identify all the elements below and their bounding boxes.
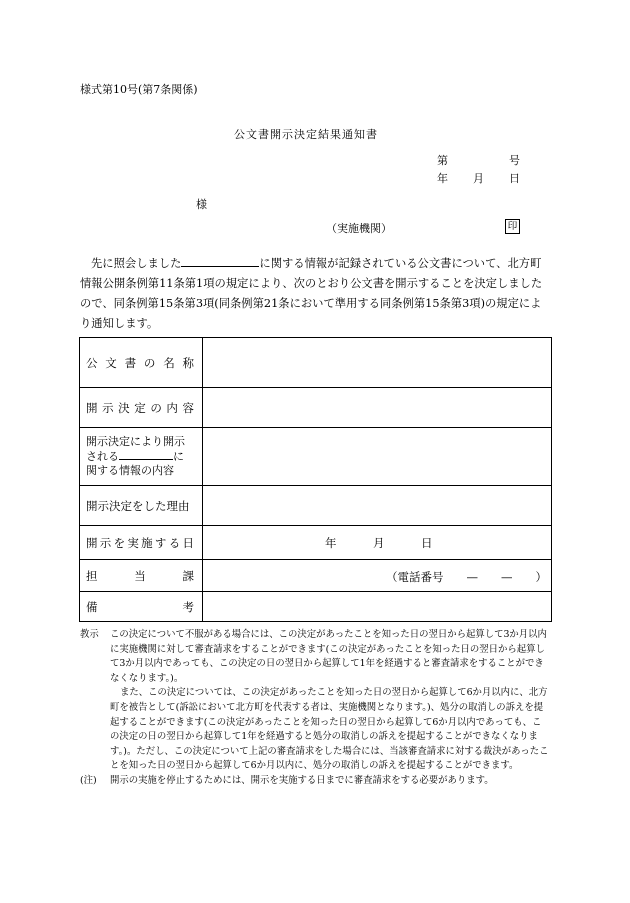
row1-label-char: 文 (105, 355, 117, 370)
value-department (203, 560, 552, 592)
form-id: 様式第10号(第7条関係) (80, 83, 198, 96)
value-document-name (203, 338, 552, 388)
row1-label-char: の (143, 355, 156, 370)
addressee-suffix: 様 (196, 198, 207, 211)
row-implementation-date (80, 526, 552, 560)
date-month: 月 (473, 172, 484, 185)
row2-label-char: 開 (86, 400, 98, 415)
note-text: 開示の実施を停止するためには、開示を実施する日までに審査請求をする必要があります。 (110, 774, 494, 786)
row5-label-char: 開 (86, 535, 98, 550)
row1-label-char: 名 (163, 355, 175, 370)
impl-month: 月 (373, 536, 385, 550)
impl-year: 年 (325, 536, 337, 550)
row2-label-char: の (150, 400, 162, 415)
phone-number-label: （電話番号 — — ） (386, 570, 547, 584)
row7-label-char: 考 (182, 599, 194, 614)
row-info-content (80, 428, 552, 486)
info-label-line2: される に (86, 450, 184, 463)
row-document-name (80, 338, 552, 388)
label-decision-reason (80, 486, 203, 526)
instruction-block (80, 628, 550, 774)
row2-label-char: 容 (182, 400, 194, 415)
label-info-content (80, 428, 203, 486)
number-go: 号 (509, 154, 520, 167)
info-label-line1: 開示決定により開示 (86, 435, 185, 448)
label-department (80, 560, 203, 592)
row5-label-char: 実 (127, 535, 139, 550)
info-blank (119, 449, 173, 460)
info-label-line3: 関する情報の内容 (86, 464, 174, 477)
row-remarks (80, 592, 552, 622)
note-label: (注) (80, 774, 97, 786)
row5-label-char: 施 (141, 535, 153, 550)
seal-mark: 印 (505, 219, 520, 234)
row6-label-char: 課 (182, 568, 194, 583)
instruction-p1: この決定について不服がある場合には、この決定があったことを知った日の翌日から起算して3か月以内に実施機関に対して審査請求をすることができます(この決定があったことを知った日の翌日から起算して3か月以内であっても、この決定の日の翌日から起算して1年を経過すると審査請求をすることができなくなります。)。 (110, 629, 547, 684)
date-day: 日 (509, 172, 520, 185)
row2-label-char: 内 (166, 400, 178, 415)
row1-label-char: 公 (86, 355, 98, 370)
row2-label-char: 示 (102, 400, 114, 415)
label-implementation-date (80, 526, 203, 560)
instruction-p2: また、この決定については、この決定があったことを知った日の翌日から起算して6か月以内に、北方町を被告として(訴訟において北方町を代表する者は、実施機関となります。)、処分の取消しの訴えを提起することができます(この決定があったことを知った日の翌日から起算して6か月以内であっても、この決定の日の翌日から起算して1年を経過すると処分の取消しの訴えを提起することができなくなります。)。ただし、この決定について上記の審査請求をした場合には、当該審査請求に対する裁決があったことを知った日の翌日から起算して6か月以内に、処分の取消しの訴えを提起することができます。 (110, 687, 549, 772)
impl-day: 日 (421, 536, 433, 550)
row-decision-reason (80, 486, 552, 526)
row2-label-char: 定 (134, 400, 146, 415)
row5-label-char: す (154, 535, 167, 550)
number-dai: 第 (437, 154, 448, 167)
row5-label-char: を (113, 535, 126, 550)
row2-label-char: 決 (118, 400, 130, 415)
row6-label-char: 担 (86, 568, 98, 583)
value-remarks (203, 592, 552, 622)
disclosure-table (79, 337, 552, 622)
subject-blank (181, 255, 259, 267)
date-year: 年 (437, 172, 448, 185)
label-document-name (80, 338, 203, 388)
instruction-label: 教示 (80, 629, 99, 640)
label-remarks (80, 592, 203, 622)
label-decision-content (80, 388, 203, 428)
body-part2: に関する情報が記録されている公文書について、北方町情報公開条例第11条第1項の規定により、次のとおり公文書を開示することを決定しましたので、同条例第15条第3項(同条例第21条において準用する同条例第15条第3項)の規定により通知します。 (80, 257, 543, 330)
row6-label-char: 当 (134, 568, 146, 583)
row7-label-char: 備 (86, 599, 98, 614)
row5-label-char: 日 (182, 535, 194, 550)
agency-label: （実施機関） (326, 222, 392, 235)
row-decision-content (80, 388, 552, 428)
document-title: 公文書開示決定結果通知書 (234, 128, 378, 141)
value-implementation-date (203, 526, 552, 560)
row5-label-char: る (168, 535, 181, 550)
row5-label-char: 示 (99, 535, 112, 550)
note-block (80, 774, 550, 789)
body-part1: 先に照会しました (91, 257, 182, 270)
body-paragraph (80, 254, 550, 334)
value-info-content (203, 428, 552, 486)
notes-section (80, 628, 550, 789)
value-decision-reason (203, 486, 552, 526)
row1-label-char: 称 (182, 355, 194, 370)
row1-label-char: 書 (124, 355, 137, 370)
value-decision-content (203, 388, 552, 428)
decision-reason-text: 開示決定をした理由 (86, 498, 190, 513)
row-department (80, 560, 552, 592)
